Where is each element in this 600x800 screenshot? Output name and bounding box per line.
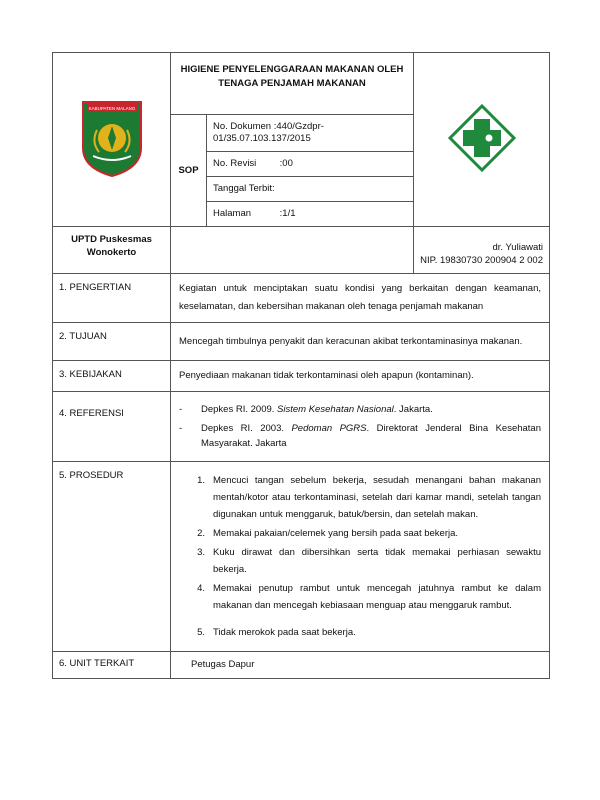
section-body-kebijakan: Penyediaan makanan tidak terkontaminasi oleh apapun (kontaminan). xyxy=(171,361,550,392)
sop-table xyxy=(52,52,550,679)
doc-number-row xyxy=(207,115,414,152)
spacer-cell xyxy=(171,227,414,274)
doc-number-value: :440/Gzdpr-01/35.07.103.137/2015 xyxy=(213,121,324,144)
signature-block xyxy=(414,227,550,274)
section-body-unit-terkait: Petugas Dapur xyxy=(171,652,550,679)
page-row xyxy=(207,202,414,227)
puskesmas-logo-cell xyxy=(414,53,550,227)
procedure-step: 1. Mencuci tangan sebelum bekerja, sesudah menangani bahan makanan mentah/kotor atau terkontaminasi, setelah dari kamar mandi, setelah tangan digunakan untuk menggaruk, batuk/bersin, dan setelah makan. xyxy=(197,475,541,520)
revision-label: No. Revisi xyxy=(213,158,257,169)
procedure-list xyxy=(189,472,541,641)
signatory-name: dr. Yuliawati xyxy=(492,242,543,253)
sop-label: SOP xyxy=(171,115,207,227)
section-label-prosedur: 5. PROSEDUR xyxy=(53,462,171,652)
section-body-referensi xyxy=(171,392,550,462)
section-label-unit-terkait: 6. UNIT TERKAIT xyxy=(53,652,171,679)
section-body-tujuan: Mencegah timbulnya penyakit dan keracunan akibat terkontaminasinya makanan. xyxy=(171,323,550,361)
signatory-nip: NIP. 19830730 200904 2 002 xyxy=(420,255,543,266)
revision-row xyxy=(207,152,414,177)
seal-banner-text: KABUPATEN MALANG xyxy=(88,106,135,111)
issue-date-label: Tanggal Terbit: xyxy=(213,183,275,194)
doc-number-label: No. Dokumen xyxy=(213,121,272,132)
document-title: HIGIENE PENYELENGGARAAN MAKANAN OLEH TENAGA PENJAMAH MAKANAN xyxy=(171,53,414,115)
puskesmas-cross-logo-icon xyxy=(447,103,517,173)
revision-value: :00 xyxy=(279,158,293,169)
procedure-step: 5. Tidak merokok pada saat bekerja. xyxy=(197,627,356,638)
reference-item: - Depkes RI. 2003. Pedoman PGRS. Direktorat Jenderal Bina Kesehatan Masyarakat. Jakarta xyxy=(179,423,541,449)
reference-item: - Depkes RI. 2009. Sistem Kesehatan Nasional. Jakarta. xyxy=(179,404,433,415)
procedure-step: 3. Kuku dirawat dan dibersihkan serta tidak memakai perhiasan sewaktu bekerja. xyxy=(197,547,541,575)
issue-date-row xyxy=(207,177,414,202)
section-label-pengertian: 1. PENGERTIAN xyxy=(53,274,171,323)
procedure-step: 4. Memakai penutup rambut untuk mencegah jatuhnya rambut ke dalam makanan dan mencegah kebiasaan menguap atau menggaruk rambut. xyxy=(197,583,541,611)
organization-name: UPTD Puskesmas Wonokerto xyxy=(53,227,171,274)
section-label-referensi: 4. REFERENSI xyxy=(53,392,171,462)
page-label: Halaman xyxy=(213,208,252,219)
section-label-kebijakan: 3. KEBIJAKAN xyxy=(53,361,171,392)
regency-logo-cell xyxy=(53,53,171,227)
section-label-tujuan: 2. TUJUAN xyxy=(53,323,171,361)
page-value: :1/1 xyxy=(279,208,296,219)
procedure-step: 2. Memakai pakaian/celemek yang bersih pada saat bekerja. xyxy=(197,528,459,539)
section-body-prosedur xyxy=(171,462,550,652)
section-body-pengertian: Kegiatan untuk menciptakan suatu kondisi yang berkaitan dengan keamanan, keselamatan, dan kebersihan makanan oleh tenaga penjamah makanan xyxy=(171,274,550,323)
sop-document xyxy=(52,52,549,679)
kabupaten-malang-seal-icon xyxy=(79,98,145,178)
